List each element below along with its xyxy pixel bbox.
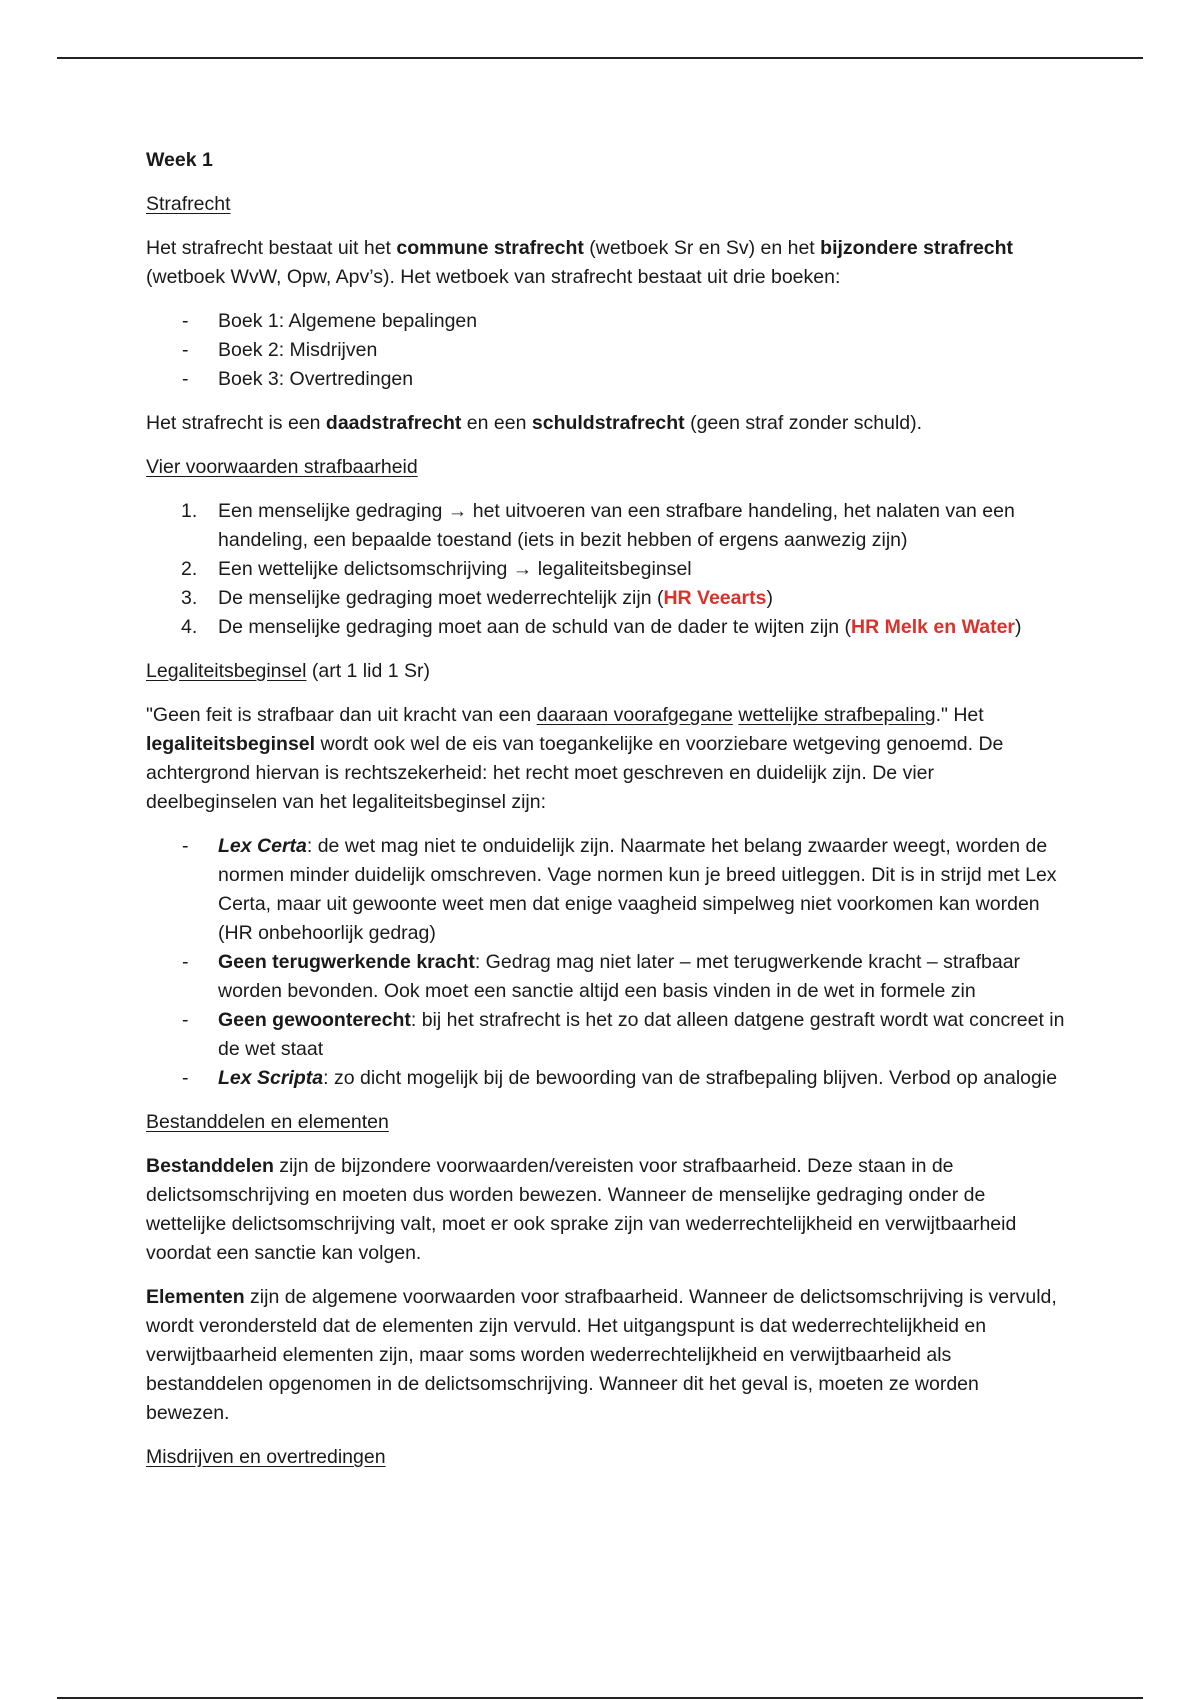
strafrecht-intro: Het strafrecht bestaat uit het commune strafrecht (wetboek Sr en Sv) en het bijzondere strafrecht (wetboek WvW, Opw, Apv’s). Het wetboek van strafrecht bestaat uit drie boeken: [146,237,1014,288]
books-list [146,307,1066,394]
list-item: 1. Een menselijke gedraging → het uitvoeren van een strafbare handeling, het nalaten van een handeling, een bepaalde toestand (iets in bezit hebben of ergens aanwezig zijn) [181,500,1015,551]
section-heading-strafrecht: Strafrecht [146,193,231,215]
list-item: 2. Een wettelijke delictsomschrijving → legaliteitsbeginsel [181,558,692,580]
header-rule [57,57,1143,59]
list-item: - Geen gewoonterecht: bij het strafrecht is het zo dat alleen datgene gestraft wordt wat concreet in de wet staat [182,1009,1065,1060]
case-reference: HR Melk en Water [851,616,1016,638]
list-item: 3. De menselijke gedraging moet wederrechtelijk zijn (HR Veearts) [181,587,773,609]
section-heading-misdrijven: Misdrijven en overtredingen [146,1446,386,1468]
section-heading-bestanddelen: Bestanddelen en elementen [146,1111,389,1133]
conditions-list [146,497,1066,642]
week-title: Week 1 [146,149,213,171]
list-item: - Boek 3: Overtredingen [182,368,414,390]
case-reference: HR Veearts [663,587,767,609]
list-item: - Lex Scripta: zo dicht mogelijk bij de bewoording van de strafbepaling blijven. Verbod op analogie [182,1067,1058,1089]
section-heading-legaliteit: Legaliteitsbeginsel (art 1 lid 1 Sr) [146,660,430,682]
footer-rule [57,1697,1143,1699]
principles-list [146,832,1066,1093]
section-heading-voorwaarden: Vier voorwaarden strafbaarheid [146,456,418,478]
list-item: - Boek 1: Algemene bepalingen [182,310,478,332]
list-item: 4. De menselijke gedraging moet aan de schuld van de dader te wijten zijn (HR Melk en Water) [181,616,1022,638]
list-item: - Lex Certa: de wet mag niet te onduidelijk zijn. Naarmate het belang zwaarder weegt, worden de normen minder duidelijk omschreven. Vage normen kun je breed uitleggen. Dit is in strijd met Lex Certa, maar uit gewoonte weet men dat enige vaagheid simpelweg niet voorkomen kan worden (HR onbehoorlijk gedrag) [182,835,1057,944]
strafrecht-type: Het strafrecht is een daadstrafrecht en een schuldstrafrecht (geen straf zonder schuld). [146,412,923,434]
elementen-paragraph: Elementen zijn de algemene voorwaarden voor strafbaarheid. Wanneer de delictsomschrijving is vervuld, wordt verondersteld dat de elementen zijn vervuld. Het uitgangspunt is dat wederrechtelijkheid en verwijtbaarheid elementen zijn, maar soms worden wederrechtelijkheid en verwijtbaarheid als bestanddelen opgenomen in de delictsomschrijving. Wanneer dit het geval is, moeten ze worden bewezen. [146,1286,1057,1424]
bestanddelen-paragraph: Bestanddelen zijn de bijzondere voorwaarden/vereisten voor strafbaarheid. Deze staan in de delictsomschrijving en moeten dus worden bewezen. Wanneer de menselijke gedraging onder de wettelijke delictsomschrijving valt, moet er ook sprake zijn van wederrechtelijkheid en verwijtbaarheid voordat een sanctie kan volgen. [146,1155,1017,1264]
legaliteit-paragraph: "Geen feit is strafbaar dan uit kracht van een daaraan voorafgegane wettelijke strafbepaling." Het legaliteitsbeginsel wordt ook wel de eis van toegankelijke en voorziebare wetgeving genoemd. De achtergrond hiervan is rechtszekerheid: het recht moet geschreven en duidelijk zijn. De vier deelbeginselen van het legaliteitsbeginsel zijn: [146,704,1004,813]
list-item: - Geen terugwerkende kracht: Gedrag mag niet later – met terugwerkende kracht – strafbaar worden bevonden. Ook moet een sanctie altijd een basis vinden in de wet in formele zin [182,951,1021,1002]
document-body [146,146,1066,1487]
list-item: - Boek 2: Misdrijven [182,339,378,361]
